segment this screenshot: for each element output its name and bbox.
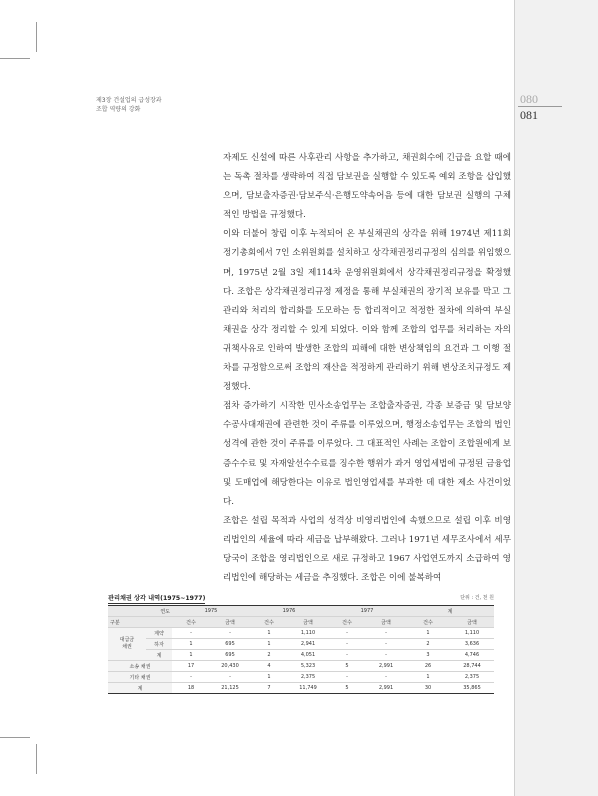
cell: -: [328, 628, 366, 639]
cell: 5: [328, 683, 366, 694]
cell: 30: [406, 683, 450, 694]
header-amount: 금액: [210, 617, 250, 628]
paragraph: 자제도 신설에 따른 사후관리 사항을 추가하고, 채권회수에 긴급을 요할 때에는 독촉 절차를 생략하여 직접 담보권을 실행할 수 있도록 예외 조항을 삽입했으며, 담보출자증권·담보주식·은행도약속어음 등에 대한 담보권 실행의 구체적인 방법을 규정했다.: [223, 153, 511, 221]
cell: 18: [172, 683, 210, 694]
table-row: [108, 628, 494, 639]
page-number-divider: [518, 106, 562, 107]
header-gubun: 구분: [108, 617, 172, 628]
table-row: [108, 650, 494, 661]
header-year: 계: [406, 606, 494, 617]
header-year-label: 연도: [108, 606, 172, 617]
cell: -: [210, 672, 250, 683]
crop-mark: [36, 22, 37, 52]
cell: 1: [250, 672, 288, 683]
data-table: [108, 605, 494, 694]
table-row: [108, 639, 494, 650]
body-text: [223, 149, 511, 588]
row-label: 하자: [146, 639, 172, 650]
paragraph: 점차 증가하기 시작한 민사소송업무는 조합출자증권, 각종 보증금 및 담보양수공사대재권에 관련한 것이 주류를 이루었으며, 행정소송업무는 조합의 법인 성격에 관한 것이 주류를 이루었다. 그 대표적인 사례는 조합이 조합원에게 보증수수료 및 자재알선수수료를 징수한 행위가 과거 영업세법에 규정된 금융업 및 도매업에 해당한다는 이유로 법인영업세를 부과한 데 대한 제소 사건이었다.: [223, 401, 511, 507]
cell: -: [210, 628, 250, 639]
group-label: 대급금 채권: [108, 628, 146, 661]
cell: 1: [406, 628, 450, 639]
cell: 21,125: [210, 683, 250, 694]
row-label: 계: [108, 683, 172, 694]
header-count: 건수: [406, 617, 450, 628]
side-divider: [514, 0, 515, 796]
cell: 2,991: [366, 683, 406, 694]
cell: 1,110: [450, 628, 494, 639]
header-count: 건수: [172, 617, 210, 628]
cell: 28,744: [450, 661, 494, 672]
cell: -: [366, 628, 406, 639]
crop-mark: [0, 737, 30, 738]
cell: -: [328, 650, 366, 661]
cell: 4,746: [450, 650, 494, 661]
cell: -: [328, 639, 366, 650]
cell: 2,375: [450, 672, 494, 683]
cell: 1: [250, 628, 288, 639]
cell: -: [172, 672, 210, 683]
cell: -: [366, 639, 406, 650]
running-header: [96, 96, 162, 114]
cell: 20,430: [210, 661, 250, 672]
paragraph: 조합은 설립 목적과 사업의 성격상 비영리법인에 속했으므로 설립 이후 비영리법인의 세율에 따라 세금을 납부해왔다. 그러나 1971년 세무조사에서 세무당국이 조합을 영리법인으로 새로 규정하고 1967 사업연도까지 소급하여 영리법인에 해당하는 세금을 추징했다. 조합은 이에 불복하여: [223, 515, 511, 584]
cell: 1: [172, 650, 210, 661]
cell: -: [366, 650, 406, 661]
cell: 3: [406, 650, 450, 661]
header-amount: 금액: [366, 617, 406, 628]
cell: 26: [406, 661, 450, 672]
header-count: 건수: [328, 617, 366, 628]
header-count: 건수: [250, 617, 288, 628]
cell: 17: [172, 661, 210, 672]
cell: -: [172, 628, 210, 639]
cell: 4: [250, 661, 288, 672]
cell: -: [328, 672, 366, 683]
cell: 5: [328, 661, 366, 672]
table-row-total: [108, 683, 494, 694]
cell: 11,749: [288, 683, 328, 694]
cell: -: [366, 672, 406, 683]
page-number-right: 081: [520, 108, 538, 122]
cell: 2: [406, 639, 450, 650]
cell: 35,865: [450, 683, 494, 694]
chapter-title-line2: 조합 역량의 강화: [96, 106, 141, 113]
cell: 5,323: [288, 661, 328, 672]
table-unit: 단위 : 건, 천 원: [460, 595, 494, 601]
chapter-title-line1: 제3장 건설업의 급성장과: [96, 97, 162, 104]
table-row: [108, 672, 494, 683]
cell: 7: [250, 683, 288, 694]
header-year: 1976: [250, 606, 328, 617]
bad-debt-table: [108, 593, 494, 694]
row-label: 계: [146, 650, 172, 661]
cell: 2: [250, 650, 288, 661]
header-amount: 금액: [288, 617, 328, 628]
header-amount: 금액: [450, 617, 494, 628]
crop-mark: [36, 744, 37, 774]
cell: 695: [210, 650, 250, 661]
cell: 2,991: [366, 661, 406, 672]
cell: 1: [406, 672, 450, 683]
header-year: 1975: [172, 606, 250, 617]
paragraph: 이와 더불어 창립 이후 누적되어 온 부실채권의 상각을 위해 1974년 제11회 정기총회에서 7인 소위원회를 설치하고 상각채권정리규정의 심의를 위임했으며, 1975년 2월 3일 제114차 운영위원회에서 상각채권정리규정을 확정했다. 조합은 상각채권정리규정 제정을 통해 부실채권의 장기적 보유를 막고 그 관리와 처리의 합리화를 도모하는 등 합리적이고 적정한 절차에 의하여 부실채권을 상각 정리할 수 있게 되었다. 이와 함께 조합의 업무를 처리하는 자의 귀책사유로 인하여 발생한 조합의 피해에 대한 변상책임의 요건과 그 이행 절차를 규정함으로써 조합의 재산을 적정하게 관리하기 위해 변상조치규정도 제정했다.: [223, 229, 511, 393]
table-title: 관리채권 상각 내역(1975~1977): [108, 595, 206, 602]
cell: 1: [172, 639, 210, 650]
table-row: [108, 661, 494, 672]
cell: 2,941: [288, 639, 328, 650]
page-number-left: 080: [520, 92, 538, 106]
cell: 3,636: [450, 639, 494, 650]
cell: 4,051: [288, 650, 328, 661]
header-year: 1977: [328, 606, 406, 617]
cell: 1: [250, 639, 288, 650]
crop-mark: [0, 58, 30, 59]
row-label: 기타 채권: [108, 672, 172, 683]
row-label: 소송 채권: [108, 661, 172, 672]
cell: 1,110: [288, 628, 328, 639]
row-label: 계약: [146, 628, 172, 639]
cell: 695: [210, 639, 250, 650]
cell: 2,375: [288, 672, 328, 683]
